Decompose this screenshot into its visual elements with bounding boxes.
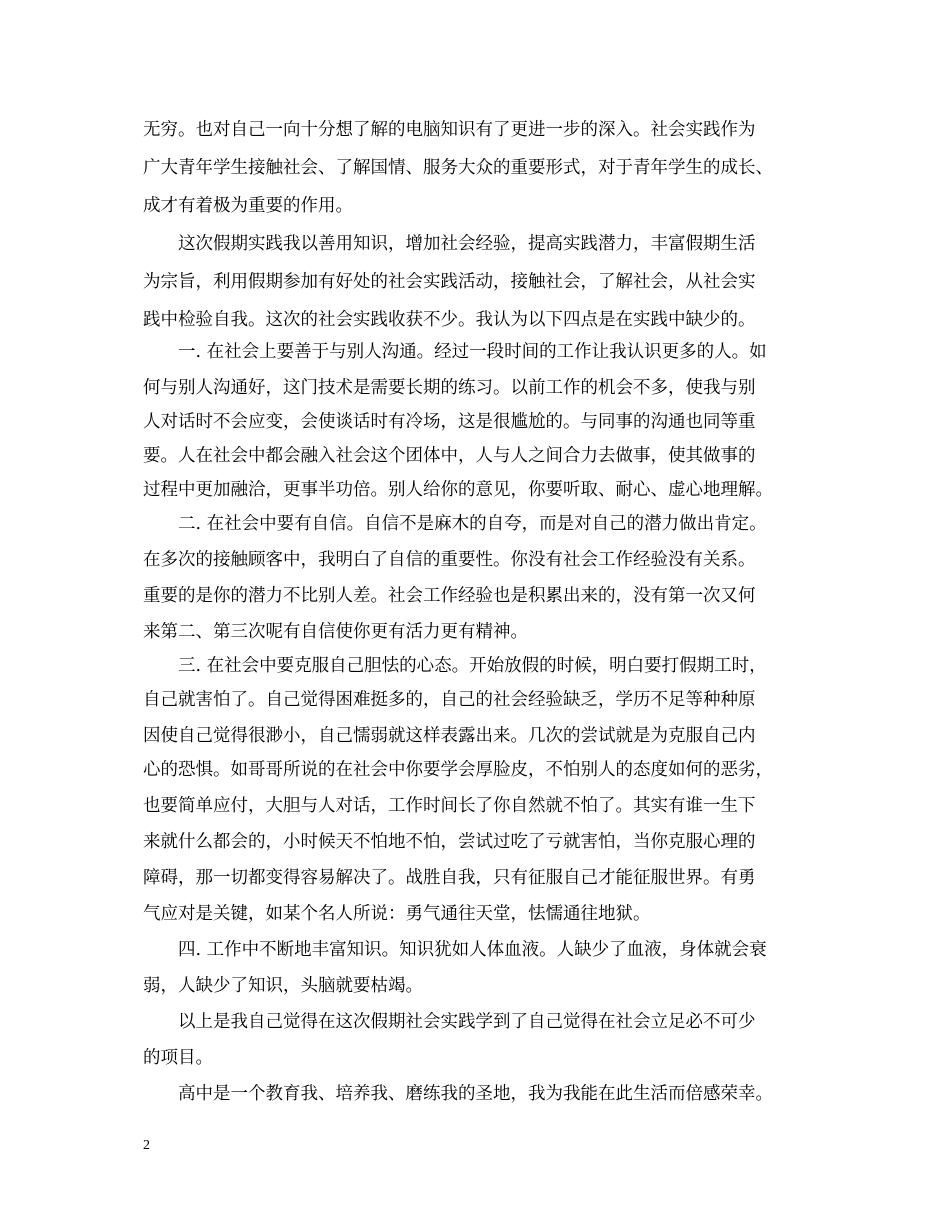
text-line: 弱，人缺少了知识，头脑就要枯竭。 (143, 976, 423, 996)
text-line: 心的恐惧。如哥哥所说的在社会中你要学会厚脸皮，不怕别人的态度如何的恶劣， (143, 760, 773, 780)
text-line: 因使自己觉得很渺小，自己懦弱就这样表露出来。几次的尝试就是为克服自己内 (143, 726, 756, 746)
paragraph-first-line: 二. 在社会中要有自信。自信不是麻木的自夸，而是对自己的潜力做出肯定。 (178, 514, 767, 534)
text-line: 重要的是你的潜力不比别人差。社会工作经验也是积累出来的，没有第一次又何 (143, 586, 756, 606)
paragraph-first-line: 三. 在社会中要克服自己胆怯的心态。开始放假的时候，明白要打假期工时， (178, 656, 767, 676)
text-line: 自己就害怕了。自己觉得困难挺多的，自己的社会经验缺乏，学历不足等种种原 (143, 690, 756, 710)
text-line: 无穷。也对自己一向十分想了解的电脑知识有了更进一步的深入。社会实践作为 (143, 120, 756, 140)
text-line: 也要简单应付，大胆与人对话，工作时间长了你自然就不怕了。其实有谁一生下 (143, 796, 756, 816)
text-line: 的项目。 (143, 1048, 213, 1068)
text-line: 践中检验自我。这次的社会实践收获不少。我认为以下四点是在实践中缺少的。 (143, 310, 756, 330)
paragraph-first-line: 这次假期实践我以善用知识，增加社会经验，提高实践潜力，丰富假期生活 (178, 234, 756, 254)
text-line: 何与别人沟通好，这门技术是需要长期的练习。以前工作的机会不多，使我与别 (143, 378, 756, 398)
text-line: 过程中更加融洽，更事半功倍。别人给你的意见，你要听取、耐心、虚心地理解。 (143, 480, 773, 500)
text-line: 在多次的接触顾客中，我明白了自信的重要性。你没有社会工作经验没有关系。 (143, 550, 756, 570)
paragraph-first-line: 一. 在社会上要善于与别人沟通。经过一段时间的工作让我认识更多的人。如 (178, 342, 767, 362)
text-line: 要。人在社会中都会融入社会这个团体中，人与人之间合力去做事，使其做事的 (143, 446, 756, 466)
text-line: 成才有着极为重要的作用。 (143, 196, 353, 216)
text-line: 人对话时不会应变，会使谈话时有冷场，这是很尴尬的。与同事的沟通也同等重 (143, 412, 756, 432)
text-line: 为宗旨，利用假期参加有好处的社会实践活动，接触社会，了解社会，从社会实 (143, 272, 756, 292)
text-line: 障碍，那一切都变得容易解决了。战胜自我，只有征服自己才能征服世界。有勇 (143, 868, 756, 888)
text-line: 来就什么都会的，小时候天不怕地不怕，尝试过吃了亏就害怕，当你克服心理的 (143, 832, 756, 852)
text-line: 广大青年学生接触社会、了解国情、服务大众的重要形式，对于青年学生的成长、 (143, 158, 773, 178)
paragraph-first-line: 以上是我自己觉得在这次假期社会实践学到了自己觉得在社会立足必不可少 (178, 1012, 756, 1032)
text-line: 来第二、第三次呢有自信使你更有活力更有精神。 (143, 622, 528, 642)
text-line: 气应对是关键，如某个名人所说：勇气通往天堂，怯懦通往地狱。 (143, 904, 651, 924)
page-number: 2 (143, 1138, 150, 1153)
paragraph-first-line: 高中是一个教育我、培养我、磨练我的圣地，我为我能在此生活而倍感荣幸。 (178, 1084, 773, 1104)
paragraph-first-line: 四. 工作中不断地丰富知识。知识犹如人体血液。人缺少了血液，身体就会衰 (178, 940, 767, 960)
